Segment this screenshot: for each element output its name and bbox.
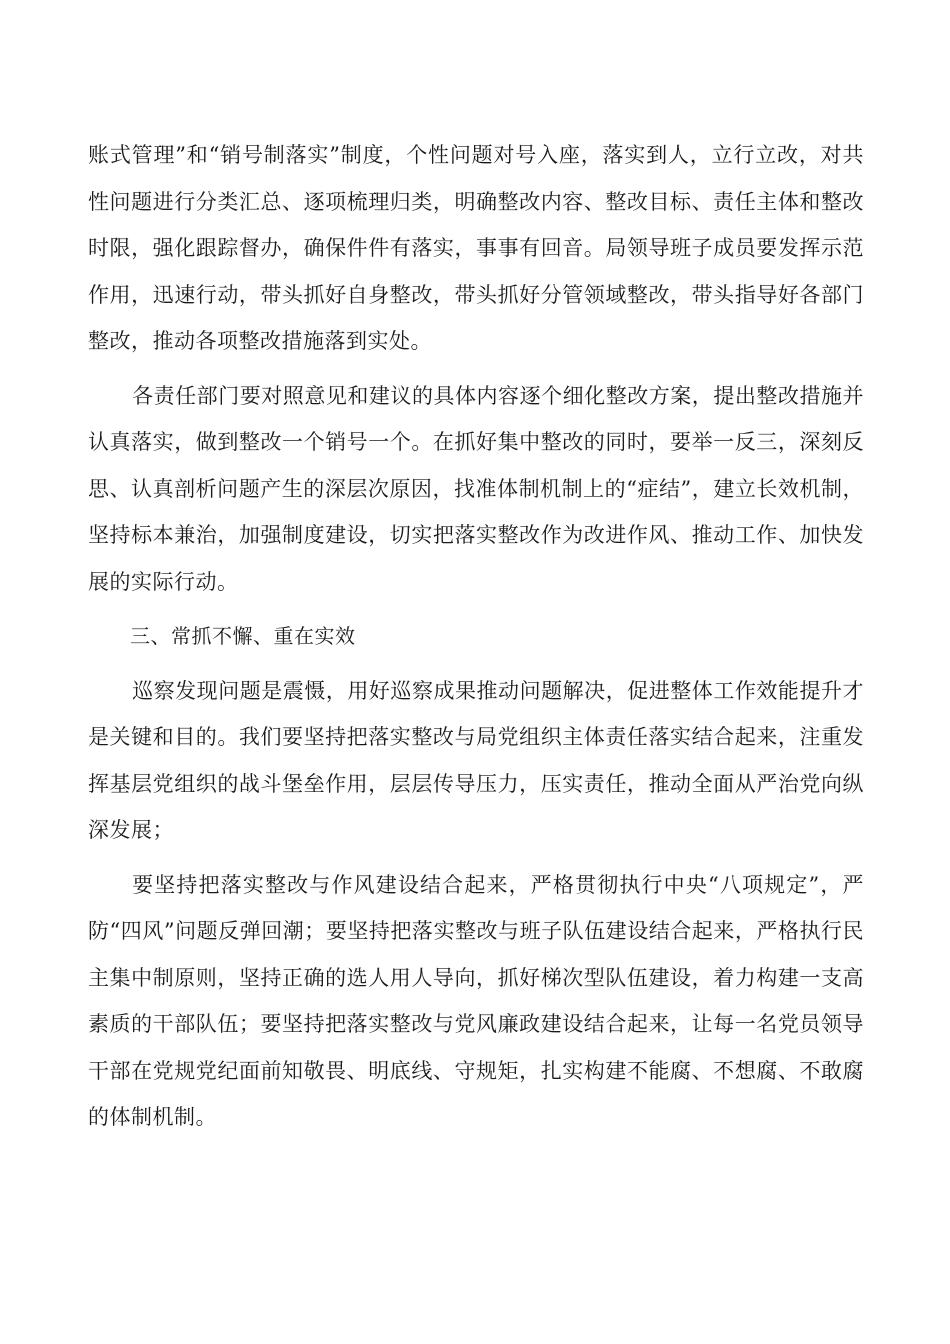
- paragraph-rectification-plan: 各责任部门要对照意见和建议的具体内容逐个细化整改方案，提出整改措施并认真落实，做到整改一个销号一个。在抓好集中整改的同时，要举一反三，深刻反思、认真剖析问题产生的深层次原因，找准体制机制上的“症结”，建立长效机制，坚持标本兼治，加强制度建设，切实把落实整改作为改进作风、推动工作、加快发展的实际行动。: [88, 383, 864, 594]
- section-heading: 三、常抓不懈、重在实效: [130, 624, 356, 648]
- paragraph-continued: 账式管理”和“销号制落实”制度，个性问题对号入座，落实到人，立行立改，对共性问题进行分类汇总、逐项梳理归类，明确整改内容、整改目标、责任主体和整改时限，强化跟踪督办，确保件件有落实，事事有回音。局领导班子成员要发挥示范作用，迅速行动，带头抓好自身整改，带头抓好分管领域整改，带头指导好各部门整改，推动各项整改措施落到实处。: [88, 143, 864, 353]
- paragraph-style-building: 要坚持把落实整改与作风建设结合起来，严格贯彻执行中央“八项规定”，严防“四风”问题反弹回潮；要坚持把落实整改与班子队伍建设结合起来，严格执行民主集中制原则，坚持正确的选人用人导向，抓好梯次型队伍建设，着力构建一支高素质的干部队伍；要坚持把落实整改与党风廉政建设结合起来，让每一名党员领导干部在党规党纪面前知敬畏、明底线、守规矩，扎实构建不能腐、不想腐、不敢腐的体制机制。: [88, 872, 864, 1129]
- document-body: [88, 132, 864, 1149]
- paragraph-inspection-results: 巡察发现问题是震慑，用好巡察成果推动问题解决，促进整体工作效能提升才是关键和目的。我们要坚持把落实整改与局党组织主体责任落实结合起来，注重发挥基层党组织的战斗堡垒作用，层层传导压力，压实责任，推动全面从严治党向纵深发展；: [88, 678, 864, 842]
